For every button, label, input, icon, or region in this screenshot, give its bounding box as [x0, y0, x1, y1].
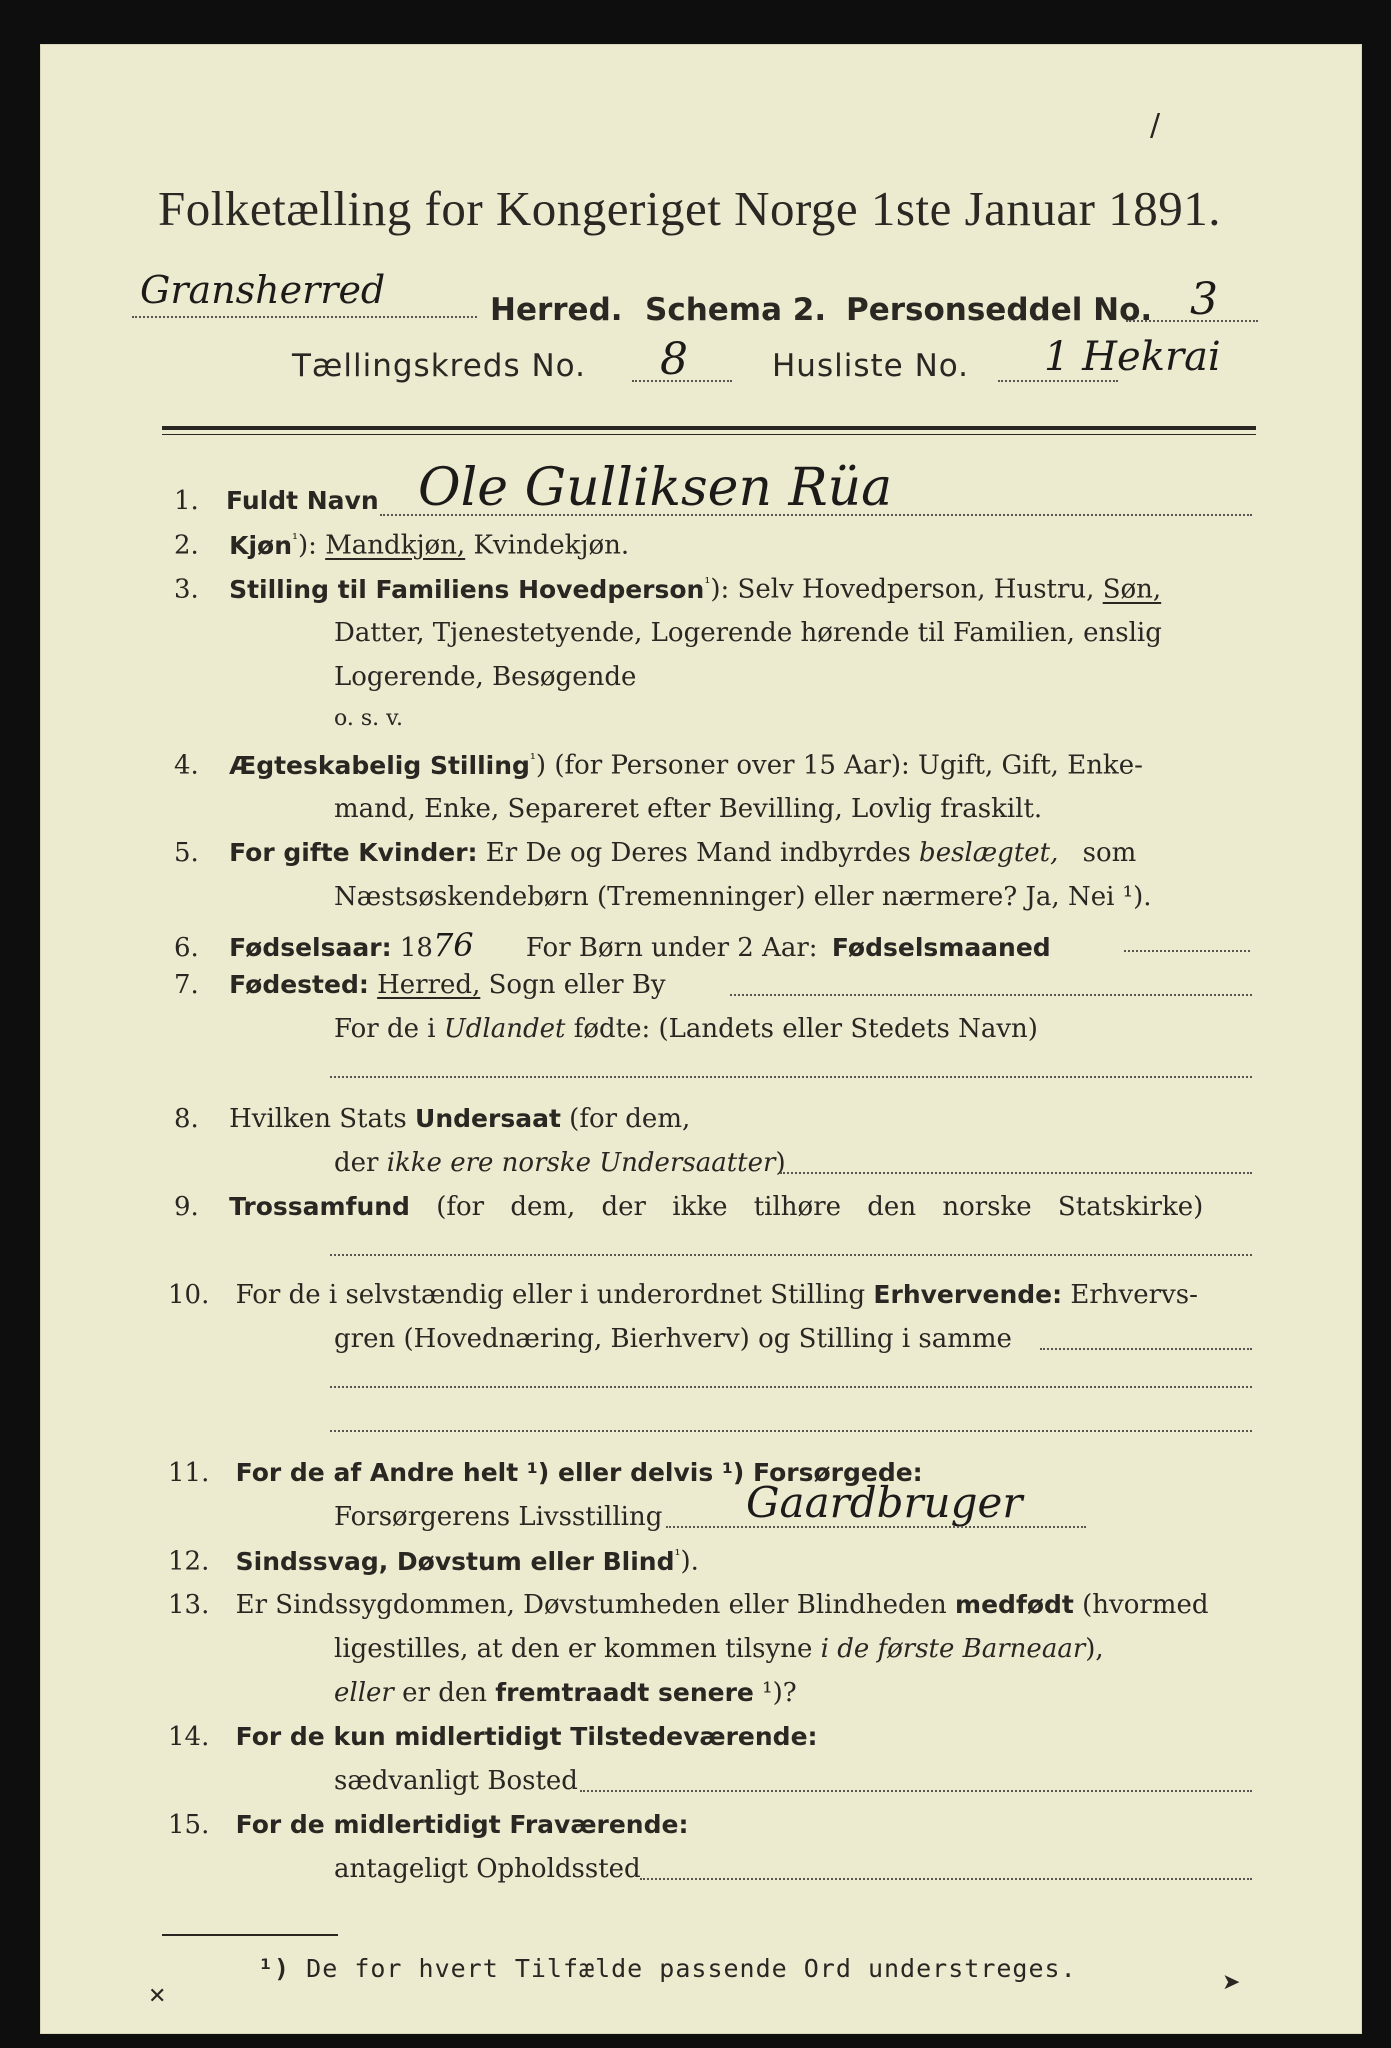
- header-rule-thin: [162, 434, 1256, 435]
- item-11-line-2: Forsørgerens Livsstilling: [334, 1502, 663, 1532]
- item-8-text-a: Hvilken Stats: [229, 1104, 416, 1134]
- item-8-dotted-line: [780, 1172, 1252, 1174]
- item-10-line-2: gren (Hovednæring, Bierhverv) og Stilling i samme: [334, 1324, 1012, 1354]
- item-11-label: For de af Andre helt ¹) eller delvis ¹) Forsørgede:: [235, 1458, 923, 1487]
- header-rule: [162, 426, 1256, 430]
- item-4-row: [174, 750, 1143, 781]
- item-6-children-note: For Børn under 2 Aar:: [525, 933, 818, 963]
- item-13-line-3: [334, 1678, 797, 1708]
- pen-mark-bottom-right: ➤: [1222, 1970, 1241, 1995]
- item-8-bold: Undersaat: [415, 1104, 561, 1133]
- item-8-line-2-b: ): [775, 1148, 786, 1178]
- item-3-options: ): Selv Hovedperson, Hustru,: [710, 574, 1103, 605]
- item-7-options: Sogn eller By: [480, 970, 666, 1000]
- item-1-dotted-line: [380, 514, 1252, 516]
- item-7-line-2-italic: Udlandet: [443, 1014, 566, 1044]
- herred-value: Gransherred: [140, 268, 386, 312]
- item-6-year-value: 76: [432, 926, 474, 964]
- item-15-label: For de midlertidigt Fraværende:: [235, 1810, 689, 1839]
- herred-dotted-line: [132, 316, 477, 318]
- item-15-number: 15.: [168, 1810, 210, 1840]
- item-13-line-3-bold: fremtraadt senere: [495, 1678, 754, 1707]
- item-13-line-2-a: ligestilles, at den er kommen tilsyne: [334, 1634, 821, 1664]
- pen-mark-bottom-left: ✕: [148, 1984, 167, 2009]
- item-4-line-2: mand, Enke, Separeret efter Bevilling, Lovlig fraskilt.: [334, 794, 1043, 824]
- item-7-row: [174, 970, 666, 1000]
- item-10-dotted-line-2: [330, 1386, 1252, 1388]
- item-6-label: Fødselsaar:: [229, 933, 392, 962]
- item-10-row: [168, 1280, 1198, 1310]
- item-4-options: ) (for Personer over 15 Aar): Ugift, Gift, Enke-: [535, 750, 1143, 781]
- item-8-line-2-a: der: [334, 1148, 387, 1178]
- item-2-option-mandkjon: Mandkjøn,: [325, 530, 466, 561]
- item-5-number: 5.: [174, 838, 199, 868]
- pen-mark-top: /: [1150, 108, 1161, 143]
- item-7-number: 7.: [174, 970, 199, 1000]
- husliste-value: 1 Hekrai: [1044, 334, 1221, 380]
- item-11-dotted-line: [666, 1526, 1086, 1528]
- item-1-name-value: Ole Gulliksen Rüa: [418, 458, 893, 518]
- item-12-tail: ).: [680, 1546, 699, 1577]
- husliste-dotted-line: [998, 380, 1118, 382]
- form-title: Folketælling for Kongeriget Norge 1ste Januar 1891.: [158, 181, 1221, 236]
- item-13-number: 13.: [168, 1590, 210, 1620]
- item-3-footnote-ref: ¹: [704, 574, 711, 592]
- personseddel-value: 3: [1190, 274, 1218, 325]
- item-13-row: [168, 1590, 1208, 1620]
- item-15-dotted-line: [640, 1878, 1252, 1880]
- item-13-text-a: Er Sindssygdommen, Døvstumheden eller Blindheden: [235, 1590, 956, 1620]
- footnote-marker: ¹): [258, 1954, 291, 1983]
- item-12-footnote-ref: ¹: [674, 1546, 681, 1564]
- item-8-text-b: (for dem,: [560, 1104, 691, 1134]
- item-13-line-2-b: ),: [1085, 1634, 1104, 1664]
- item-7-dotted-line-2: [330, 1076, 1252, 1078]
- item-8-number: 8.: [174, 1104, 199, 1134]
- personseddel-dotted-line: [1126, 320, 1258, 322]
- footnote: [258, 1954, 1077, 1983]
- item-5-label: For gifte Kvinder:: [229, 838, 478, 867]
- item-14-label: For de kun midlertidigt Tilstedeværende:: [235, 1722, 818, 1751]
- item-13-bold: medfødt: [955, 1590, 1074, 1619]
- item-9-label: Trossamfund: [229, 1192, 410, 1221]
- item-8-line-2-italic: ikke ere norske Undersaatter: [386, 1148, 776, 1178]
- item-11-value: Gaardbruger: [746, 1478, 1023, 1527]
- schema-label: Schema 2.: [645, 292, 827, 328]
- personseddel-label: Personseddel No.: [846, 292, 1153, 328]
- item-3-label: Stilling til Familiens Hovedperson: [229, 574, 705, 604]
- item-4-number: 4.: [174, 750, 199, 781]
- item-14-dotted-line: [580, 1790, 1252, 1792]
- item-2-footnote-ref: ¹: [292, 530, 299, 548]
- item-5-line-2: Næstsøskendebørn (Tremenninger) eller nærmere? Ja, Nei ¹).: [334, 882, 1152, 912]
- item-5-row: [174, 838, 1136, 868]
- item-6-year-prefix: 18: [391, 933, 433, 963]
- kreds-label: Tællingskreds No.: [292, 348, 586, 384]
- item-2-separator: ):: [298, 530, 326, 561]
- item-7-line-2-b: fødte: (Landets eller Stedets Navn): [565, 1014, 1038, 1044]
- item-13-line-3-a: er den: [393, 1678, 496, 1708]
- item-7-line-2-a: For de i: [334, 1014, 444, 1044]
- item-5-italic: beslægtet,: [919, 838, 1059, 868]
- item-9-number: 9.: [174, 1192, 199, 1222]
- item-3-line-3: Logerende, Besøgende: [334, 662, 637, 692]
- item-6-dotted-line: [1124, 950, 1250, 952]
- item-13-text-b: (hvormed: [1073, 1590, 1209, 1620]
- item-6-label-2: Fødselsmaaned: [831, 933, 1051, 962]
- item-10-dotted-line: [1040, 1348, 1252, 1350]
- item-9-dotted-line: [330, 1254, 1252, 1256]
- husliste-label: Husliste No.: [772, 348, 970, 384]
- census-form-sheet: [40, 44, 1362, 2034]
- item-12-label: Sindssvag, Døvstum eller Blind: [235, 1546, 675, 1576]
- item-4-footnote-ref: ¹: [529, 750, 536, 768]
- item-3-line-4: o. s. v.: [334, 706, 403, 731]
- item-7-label: Fødested:: [229, 970, 369, 999]
- footnote-text: De for hvert Tilfælde passende Ord understreges.: [290, 1954, 1077, 1983]
- item-2-number: 2.: [174, 530, 199, 561]
- item-14-line-2: sædvanligt Bosted: [334, 1766, 578, 1796]
- item-6-number: 6.: [174, 933, 199, 963]
- item-7-dotted-line: [730, 994, 1252, 996]
- item-15-row: [168, 1810, 688, 1840]
- item-8-row: [174, 1104, 690, 1134]
- kreds-dotted-line: [632, 380, 732, 382]
- item-6-row: [174, 926, 1051, 964]
- item-10-bold: Erhvervende:: [873, 1280, 1063, 1309]
- item-8-line-2: [334, 1148, 786, 1178]
- item-10-dotted-line-3: [330, 1430, 1252, 1432]
- item-1-label: Fuldt Navn: [226, 486, 379, 515]
- item-5-text-b: som: [1074, 838, 1137, 868]
- item-3-option-son: Søn,: [1102, 574, 1162, 605]
- footnote-rule: [162, 1934, 338, 1936]
- item-7-option-herred: Herred,: [377, 970, 481, 1000]
- item-12-row: [168, 1546, 699, 1577]
- item-15-line-2: antageligt Opholdssted: [334, 1854, 641, 1884]
- item-12-number: 12.: [168, 1546, 210, 1577]
- item-9-row: [174, 1192, 1203, 1222]
- item-9-text: (for dem, der ikke tilhøre den norske Statskirke): [409, 1192, 1204, 1222]
- item-13-line-3-italic: eller: [334, 1678, 394, 1708]
- item-10-text-b: Erhvervs-: [1062, 1280, 1198, 1310]
- item-13-line-2: [334, 1634, 1104, 1664]
- item-3-row: [174, 574, 1161, 605]
- item-1-number: 1.: [174, 486, 199, 516]
- item-11-number: 11.: [168, 1458, 210, 1488]
- kreds-value: 8: [660, 334, 688, 385]
- item-2-label: Kjøn: [229, 530, 292, 560]
- herred-label: Herred.: [490, 292, 623, 328]
- item-7-line-2: [334, 1014, 1038, 1044]
- item-10-text-a: For de i selvstændig eller i underordnet Stilling: [235, 1280, 874, 1310]
- item-4-label: Ægteskabelig Stilling: [229, 750, 530, 780]
- item-3-line-2: Datter, Tjenestetyende, Logerende hørende til Familien, enslig: [334, 618, 1162, 648]
- item-10-number: 10.: [168, 1280, 210, 1310]
- item-5-text-a: Er De og Deres Mand indbyrdes: [477, 838, 920, 868]
- item-2-option-kvindekjon: Kvindekjøn.: [465, 530, 630, 561]
- item-14-row: [168, 1722, 818, 1752]
- item-2-row: [174, 530, 629, 561]
- item-3-number: 3.: [174, 574, 199, 605]
- item-14-number: 14.: [168, 1722, 210, 1752]
- item-13-line-3-b: ¹)?: [753, 1678, 797, 1708]
- item-13-line-2-italic: i de første Barneaar: [820, 1634, 1086, 1664]
